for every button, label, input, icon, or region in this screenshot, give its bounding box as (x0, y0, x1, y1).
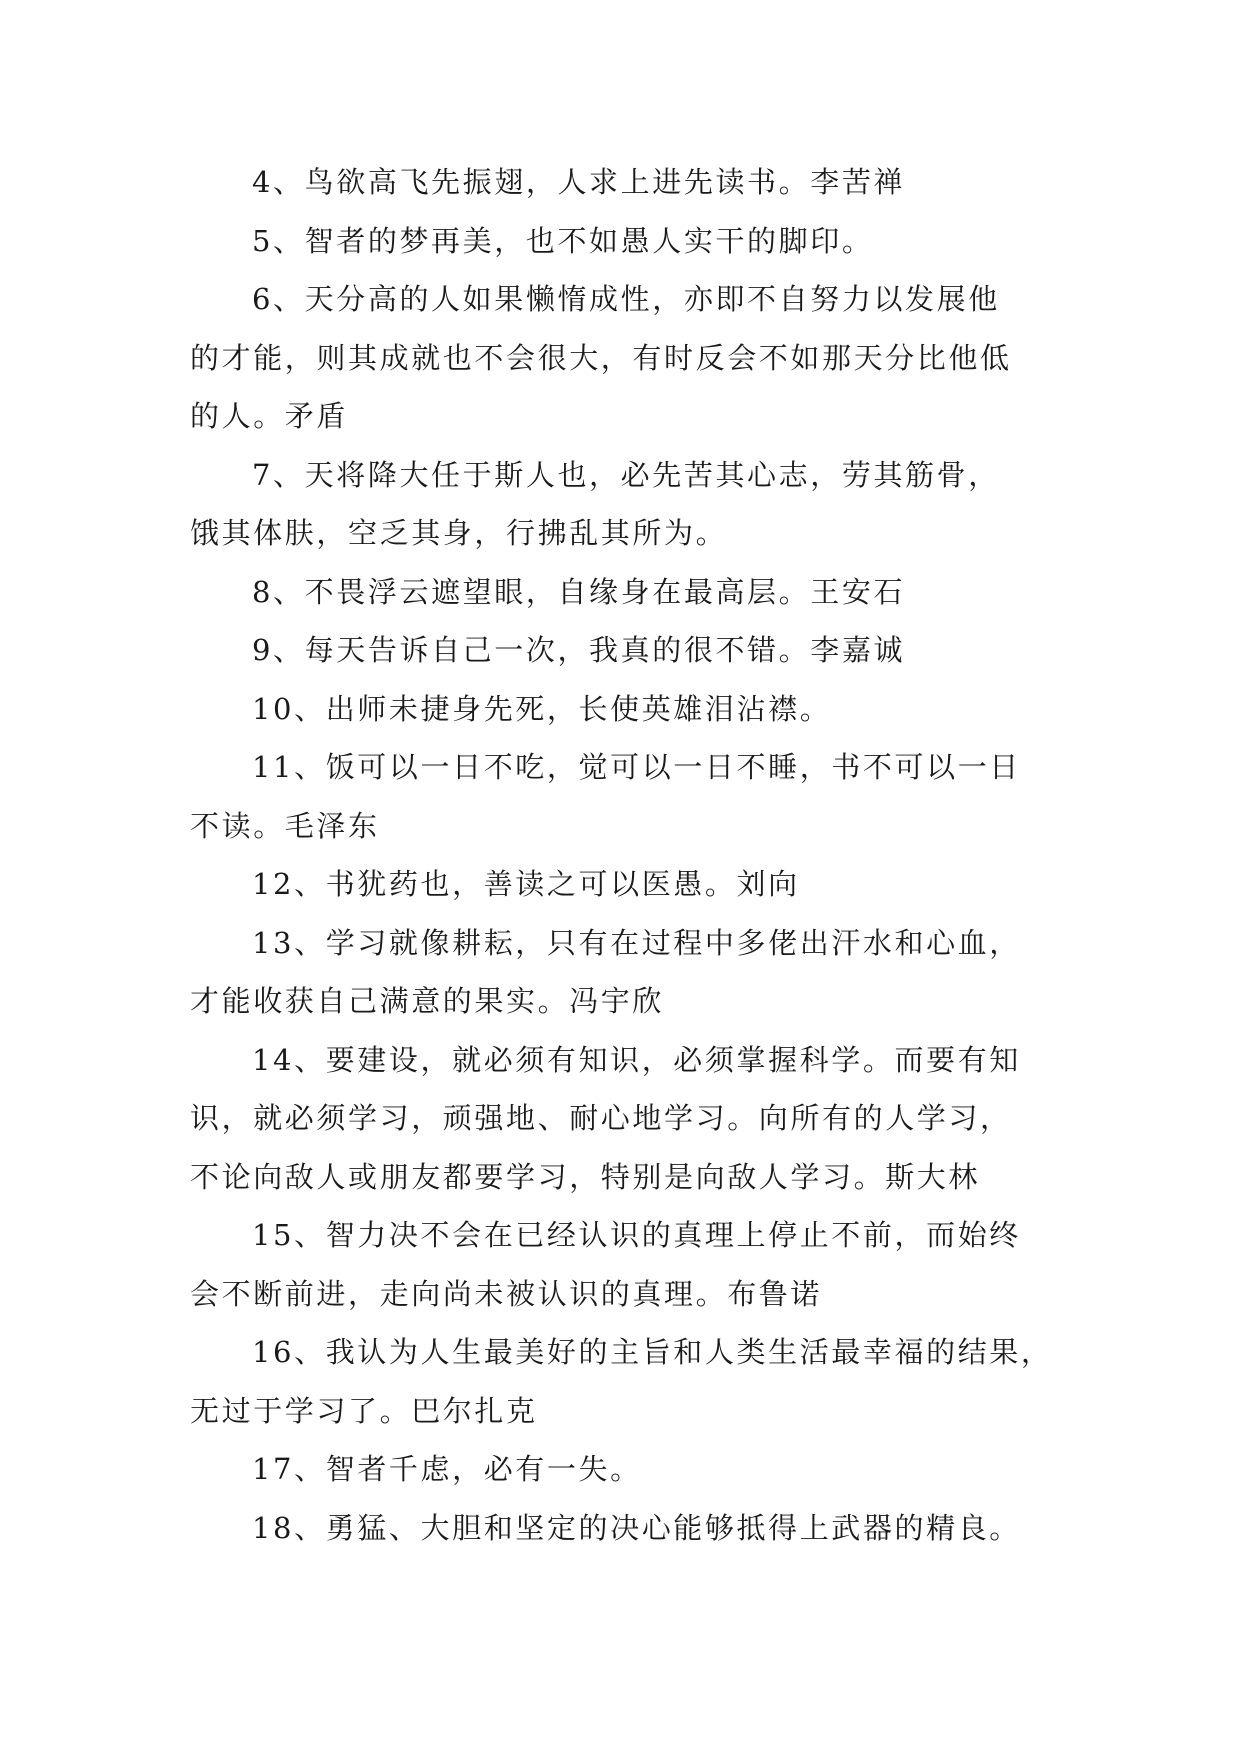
text-line: 无过于学习了。巴尔扎克 (190, 1393, 538, 1428)
text-line: 12、书犹药也，善读之可以医愚。刘向 (252, 867, 800, 901)
text-line: 9、每天告诉自己一次，我真的很不错。李嘉诚 (252, 633, 906, 667)
text-line: 13、学习就像耕耘，只有在过程中多佬出汗水和心血， (252, 925, 1021, 960)
text-line: 16、我认为人生最美好的主旨和人类生活最幸福的结果， (252, 1335, 1053, 1369)
text-line: 5、智者的梦再美，也不如愚人实干的脚印。 (252, 223, 874, 258)
text-line: 不论向敌人或朋友都要学习，特别是向敌人学习。斯大林 (190, 1159, 981, 1194)
text-line: 15、智力决不会在已经认识的真理上停止不前，而始终 (252, 1218, 1021, 1252)
text-line: 4、鸟欲高飞先振翅，人求上进先读书。李苦禅 (252, 165, 906, 199)
text-line: 6、天分高的人如果懒惰成性，亦即不自努力以发展他 (252, 282, 1000, 316)
text-line: 7、天将降大任于斯人也，必先苦其心志，劳其筋骨， (252, 457, 1000, 492)
text-line: 的才能，则其成就也不会很大，有时反会不如那天分比他低 (190, 340, 1012, 375)
text-line: 会不断前进，走向尚未被认识的真理。布鲁诺 (190, 1276, 823, 1311)
text-line: 不读。毛泽东 (190, 808, 380, 843)
text-line: 8、不畏浮云遮望眼，自缘身在最高层。王安石 (252, 574, 906, 609)
text-line: 14、要建设，就必须有知识，必须掌握科学。而要有知 (252, 1042, 1021, 1077)
text-line: 识，就必须学习，顽强地、耐心地学习。向所有的人学习， (190, 1101, 1012, 1135)
text-line: 17、智者千虑，必有一失。 (252, 1452, 642, 1486)
text-line: 18、勇猛、大胆和坚定的决心能够抵得上武器的精良。 (252, 1510, 1021, 1545)
document-body (190, 153, 1070, 1557)
text-line: 才能收获自己满意的果实。冯宇欣 (190, 984, 665, 1018)
text-line: 10、出师未捷身先死，长使英雄泪沾襟。 (252, 691, 832, 726)
text-line: 的人。矛盾 (190, 399, 349, 433)
text-line: 11、饭可以一日不吃，觉可以一日不睡，书不可以一日 (252, 750, 1021, 784)
text-line: 饿其体肤，空乏其身，行拂乱其所为。 (190, 516, 728, 550)
